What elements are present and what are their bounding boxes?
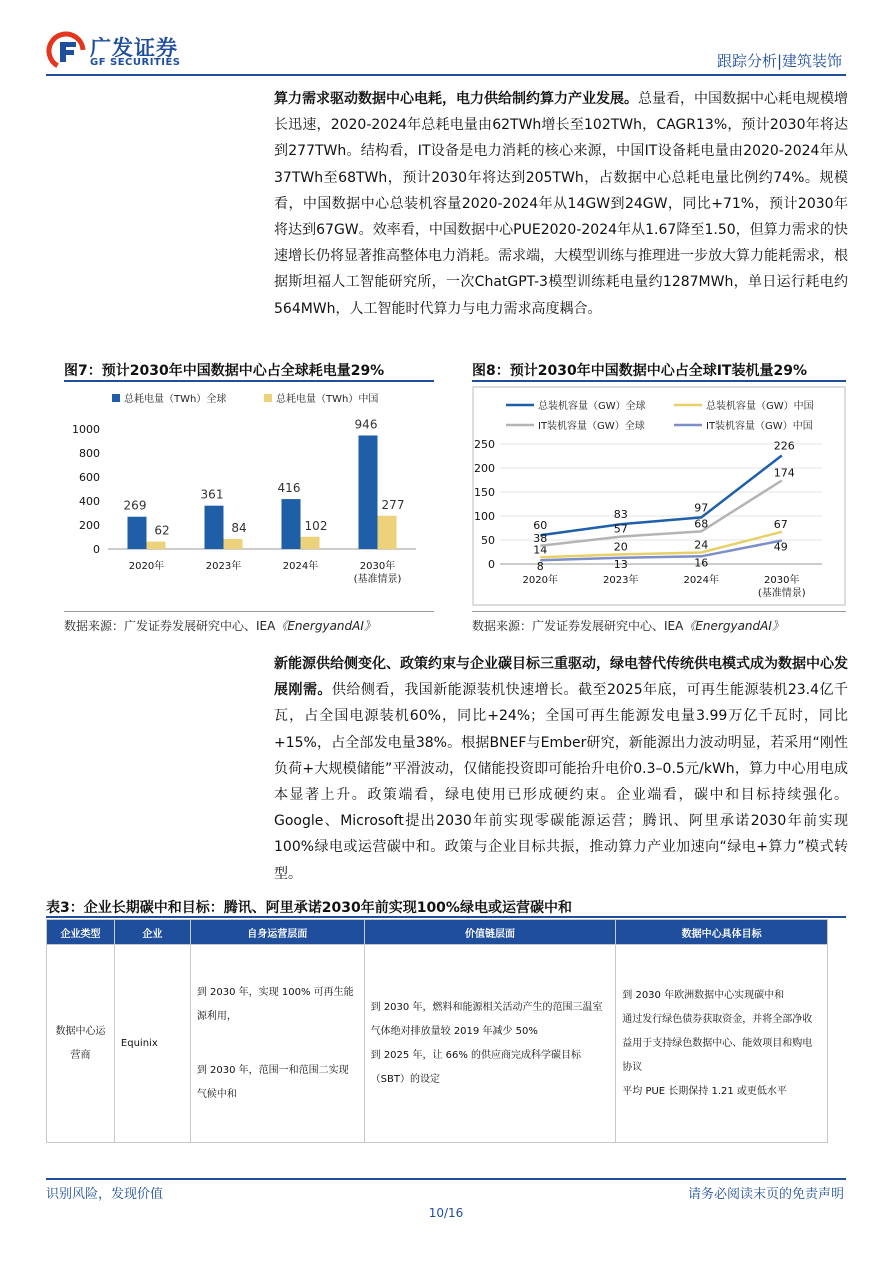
point-value-label: 14 <box>533 543 548 557</box>
paragraph-body: 总量看，中国数据中心耗电规模增长迅速，2020-2024年总耗电量由62TWh增长至102TWh，CAGR13%，预计2030年将达到277TWh。结构看，IT设备是电力消耗的核心来源，中国IT设备耗电量由2020-2024年从37TWh至68TWh，预计2030年将达到205TWh，占数据中心总耗电量比例约74%。规模看，中国数据中心总装机容量2020-2024年从14GW到24GW，同比+71%，预计2030年将达到67GW。效率看，中国数据中心PUE2020-2024年从1.67降至1.50，但算力需求的快速增长仍将显著推高整体电力消耗。需求端，大模型训练与推理进一步放大算力能耗需求，根据斯坦福人工智能研究所，一次ChatGPT-3模型训练耗电量约1287MWh，单日运行耗电约564MWh，人工智能时代算力与电力需求高度耦合。 <box>274 91 848 317</box>
carbon-target-table <box>46 919 828 1143</box>
logo-text-cn: 广发证券 <box>90 36 178 60</box>
y-tick-label: 200 <box>474 462 495 475</box>
legend-swatch <box>264 394 272 402</box>
x-tick-label: 2024年 <box>282 561 319 572</box>
x-tick-label: 2030年 <box>359 561 396 572</box>
x-tick-label: 2024年 <box>683 575 719 586</box>
figure-8-rule <box>472 380 846 382</box>
chart-frame <box>473 387 845 605</box>
series-line <box>540 481 782 546</box>
figure-8-chart <box>472 383 848 609</box>
y-tick-label: 0 <box>488 558 495 571</box>
figure-8-source <box>472 617 784 634</box>
figure-7-bottom-rule <box>64 611 434 612</box>
point-value-label: 83 <box>613 508 628 522</box>
point-value-label: 226 <box>773 439 795 453</box>
table-header-cell: 企业类型 <box>47 920 115 945</box>
value-chain-goal-2: 到 2025 年，让 66% 的供应商完成科学碳目标（SBT）的设定 <box>370 1049 582 1085</box>
figure-7-rule <box>64 380 434 382</box>
legend-label: 总装机容量（GW）全球 <box>538 401 646 412</box>
point-value-label: 60 <box>533 519 548 533</box>
figure-7-source-doc: 《EnergyandAI》 <box>275 619 376 633</box>
point-value-label: 97 <box>694 501 709 515</box>
table-header-cell: 数据中心具体目标 <box>616 920 828 945</box>
legend-label: IT装机容量（GW）中国 <box>706 421 813 432</box>
figure-8-source-doc: 《EnergyandAI》 <box>683 619 784 633</box>
point-value-label: 8 <box>536 560 544 574</box>
point-value-label: 68 <box>694 517 709 531</box>
series-line <box>540 532 782 558</box>
table-3-rule <box>46 916 846 918</box>
x-tick-label: 2030年 <box>764 575 800 586</box>
table-row <box>47 945 828 1143</box>
spacer <box>197 1029 358 1059</box>
paragraph-lead: 新能源供给侧变化、政策约束与企业碳目标三重驱动，绿电替代传统供电模式成为数据中心发展刚需。 <box>274 656 848 699</box>
y-tick-label: 1000 <box>72 423 100 436</box>
bar-value-label: 361 <box>200 487 224 502</box>
figure-8-bottom-rule <box>472 611 846 612</box>
table-header-cell: 价值链层面 <box>364 920 616 945</box>
header-divider <box>46 74 846 76</box>
point-value-label: 24 <box>694 538 709 552</box>
bar <box>224 539 243 549</box>
point-value-label: 49 <box>773 540 788 554</box>
dc-target-2: 通过发行绿色债券获取资金，并将全部净收益用于支持绿色数据中心、能效项目和购电协议 <box>622 1013 813 1073</box>
bar <box>378 516 397 549</box>
y-tick-label: 150 <box>474 486 495 499</box>
bar <box>301 537 320 549</box>
x-tick-label: 2023年 <box>205 561 242 572</box>
own-ops-goal-2: 到 2030 年，范围一和范围二实现气候中和 <box>196 1064 349 1100</box>
dc-target-cell <box>616 945 828 1143</box>
y-tick-label: 0 <box>93 543 100 556</box>
legend-label: 总装机容量（GW）中国 <box>706 401 814 412</box>
table-header-cell: 自身运营层面 <box>190 920 364 945</box>
table-header-row <box>47 920 828 945</box>
point-value-label: 174 <box>773 466 795 480</box>
y-tick-label: 250 <box>474 438 495 451</box>
footer-slogan: 识别风险，发现价值 <box>46 1187 164 1202</box>
legend-label: 总耗电量（TWh）全球 <box>124 394 227 405</box>
bar <box>128 517 147 549</box>
logo-mark-icon <box>46 31 86 71</box>
bar <box>282 499 301 549</box>
table-3-title: 表3：企业长期碳中和目标：腾讯、阿里承诺2030年前实现100%绿电或运营碳中和 <box>46 900 572 916</box>
figure-7-title: 图7：预计2030年中国数据中心占全球耗电量29% <box>64 363 385 379</box>
y-tick-label: 200 <box>79 519 100 532</box>
bar-value-label: 946 <box>354 417 378 432</box>
figure-7-source-prefix: 数据来源：广发证券发展研究中心、IEA <box>64 619 276 633</box>
company-logo <box>46 31 196 73</box>
bar <box>147 542 166 549</box>
x-tick-label: (基准情景) <box>353 574 402 585</box>
y-tick-label: 600 <box>79 471 100 484</box>
report-category: 跟踪分析|建筑装饰 <box>716 52 842 70</box>
company-cell: Equinix <box>114 945 190 1143</box>
figure-7-source <box>64 617 376 634</box>
bar-value-label: 416 <box>277 481 301 496</box>
series-line <box>540 456 782 536</box>
own-ops-cell <box>190 945 364 1143</box>
legend-label: IT装机容量（GW）全球 <box>538 421 645 432</box>
y-tick-label: 400 <box>79 495 100 508</box>
company-type-cell: 数据中心运营商 <box>47 945 115 1143</box>
dc-target-1: 到 2030 年欧洲数据中心实现碳中和 <box>622 989 785 1001</box>
bar-value-label: 102 <box>304 518 328 533</box>
table-header-cell: 企业 <box>114 920 190 945</box>
page-header <box>0 0 892 80</box>
own-ops-goal-1: 到 2030 年，实现 100% 可再生能源利用， <box>196 986 354 1022</box>
bar-value-label: 84 <box>231 520 247 535</box>
page-number: 10/16 <box>428 1206 464 1220</box>
figure-8-title: 图8：预计2030年中国数据中心占全球IT装机量29% <box>472 363 807 379</box>
legend-label: 总耗电量（TWh）中国 <box>276 394 379 405</box>
point-value-label: 20 <box>613 540 628 554</box>
paragraph-lead: 算力需求驱动数据中心电耗，电力供给制约算力产业发展。 <box>274 91 638 107</box>
bar <box>359 435 378 549</box>
x-tick-label: (基准情景) <box>757 588 806 599</box>
figure-8-source-prefix: 数据来源：广发证券发展研究中心、IEA <box>472 619 684 633</box>
point-value-label: 38 <box>533 531 548 545</box>
paragraph-green-power <box>274 651 848 887</box>
value-chain-cell <box>364 945 616 1143</box>
y-tick-label: 50 <box>481 534 495 547</box>
x-tick-label: 2020年 <box>522 575 558 586</box>
footer-divider <box>46 1178 846 1180</box>
y-tick-label: 100 <box>474 510 495 523</box>
point-value-label: 13 <box>613 557 628 571</box>
figure-7-chart <box>64 383 436 605</box>
paragraph-datacenter-power <box>274 86 848 322</box>
bar-value-label: 277 <box>381 497 405 512</box>
x-tick-label: 2020年 <box>128 561 165 572</box>
bar-value-label: 269 <box>123 498 147 513</box>
x-tick-label: 2023年 <box>603 575 639 586</box>
legend-swatch <box>112 394 120 402</box>
point-value-label: 57 <box>613 522 628 536</box>
point-value-label: 16 <box>694 556 709 570</box>
y-tick-label: 800 <box>79 447 100 460</box>
bar-value-label: 62 <box>154 523 170 538</box>
bar <box>205 506 224 549</box>
footer-disclaimer: 请务必阅读末页的免责声明 <box>687 1187 844 1202</box>
logo-text-en: GF SECURITIES <box>90 57 181 68</box>
value-chain-goal-1: 到 2030 年，燃料和能源相关活动产生的范围三温室气体绝对排放量较 2019 年减少 50% <box>370 1001 603 1037</box>
point-value-label: 67 <box>773 517 788 531</box>
paragraph-body: 供给侧看，我国新能源装机快速增长。截至2025年底，可再生能源装机23.4亿千瓦，占全国电源装机60%，同比+24%；全国可再生能源发电量3.99万亿千瓦时，同比+15%，占全部发电量38%。根据BNEF与Ember研究，新能源出力波动明显，若采用“刚性负荷+大规模储能”平滑波动，仅储能投资即可能抬升电价0.3–0.5元/kWh，算力中心用电成本显著上升。政策端看，绿电使用已形成硬约束。企业端看，碳中和目标持续强化。Google、Microsoft提出2030年前实现零碳能源运营；腾讯、阿里承诺2030年前实现100%绿电或运营碳中和。政策与企业目标共振，推动算力产业加速向“绿电+算力”模式转型。 <box>274 682 848 882</box>
dc-target-3: 平均 PUE 长期保持 1.21 或更低水平 <box>622 1085 787 1097</box>
